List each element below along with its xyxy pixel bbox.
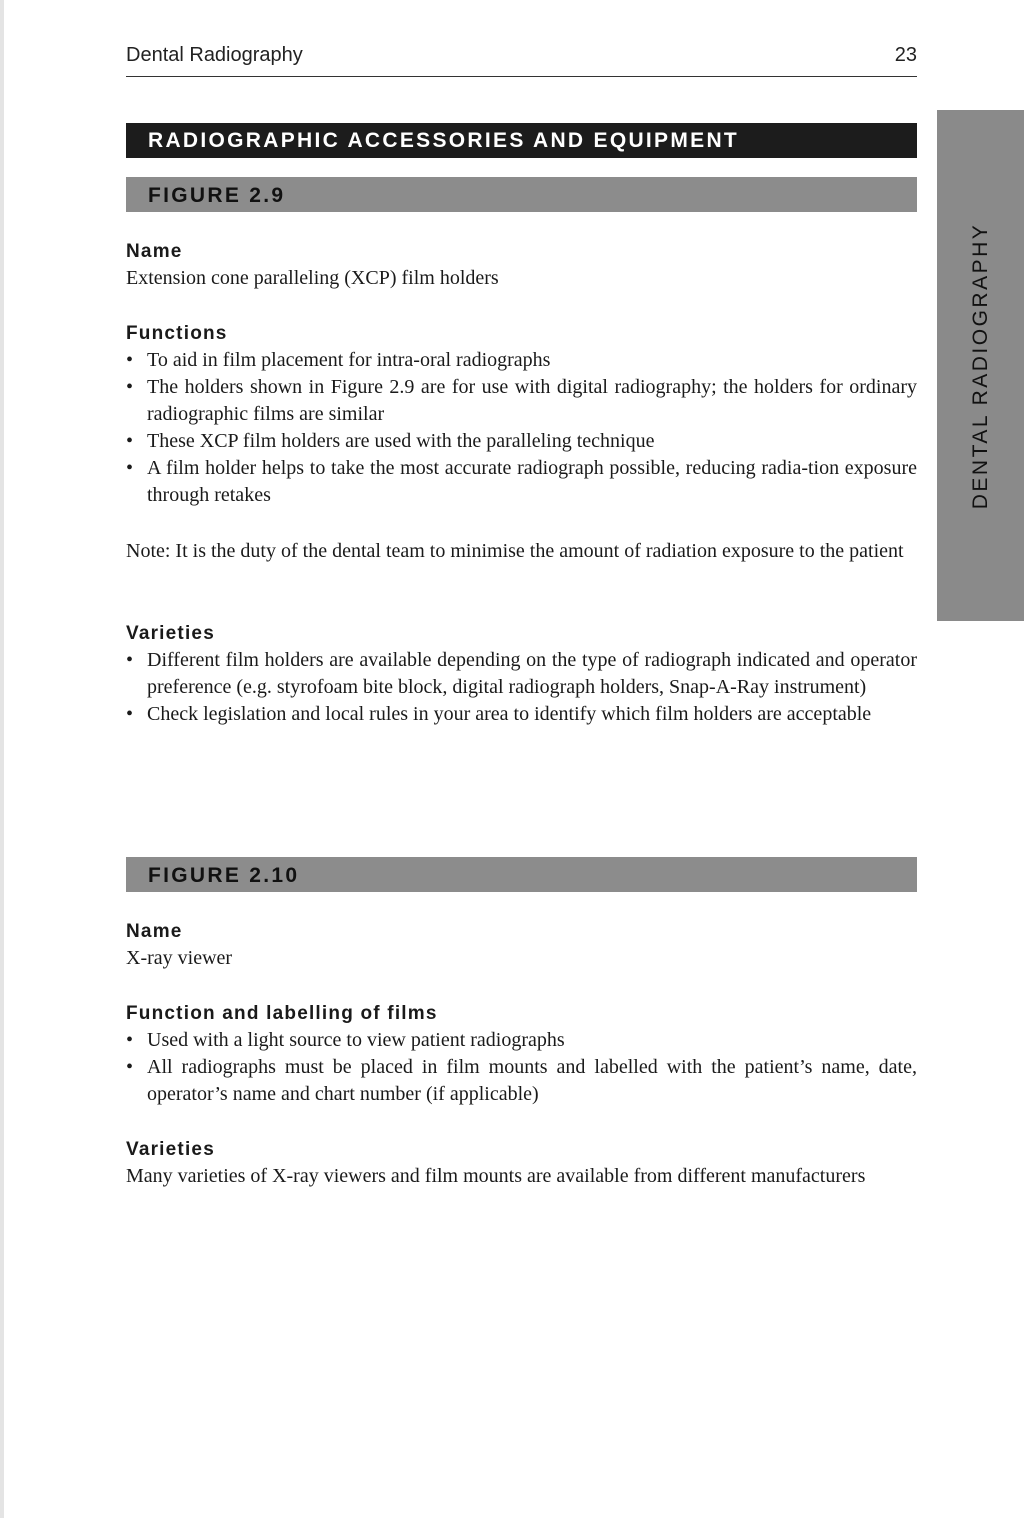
varieties-text: Many varieties of X-ray viewers and film mounts are available from different manufacturers [126, 1165, 866, 1187]
radiation-note: Note: It is the duty of the dental team to minimise the amount of radiation exposure to the patient [126, 540, 904, 562]
list-item: • Used with a light source to view patient radiographs [126, 1027, 917, 1054]
figure-2-9-functions-section [126, 320, 917, 509]
page-edge [0, 0, 4, 1518]
section-title-bar: RADIOGRAPHIC ACCESSORIES AND EQUIPMENT [126, 123, 917, 158]
name-heading: Name [126, 921, 183, 942]
figure-2-10-varieties-section [126, 1136, 917, 1190]
function-heading: Function and labelling of films [126, 1003, 438, 1024]
name-text: X-ray viewer [126, 947, 233, 969]
running-header-title: Dental Radiography [126, 44, 303, 66]
figure-2-9-varieties-section [126, 620, 917, 728]
figure-2-10-name-section [126, 918, 917, 972]
functions-list [126, 347, 917, 509]
list-item: • Different film holders are available depending on the type of radiograph indicated and operator preference (e.g. styrofoam bite block, digital radiograph holders, Snap-A-Ray instrument) [126, 647, 917, 701]
varieties-heading: Varieties [126, 623, 215, 644]
list-item: • To aid in film placement for intra-oral radiographs [126, 347, 917, 374]
list-item: • Check legislation and local rules in your area to identify which film holders are acceptable [126, 701, 917, 728]
figure-2-10-function-section [126, 1000, 917, 1108]
functions-heading: Functions [126, 323, 228, 344]
list-item: • All radiographs must be placed in film mounts and labelled with the patient’s name, date, operator’s name and chart number (if applicable) [126, 1054, 917, 1108]
name-heading: Name [126, 241, 183, 262]
varieties-heading: Varieties [126, 1139, 215, 1160]
header-rule [126, 76, 917, 77]
page-number: 23 [894, 44, 917, 66]
chapter-side-tab-label: DENTAL RADIOGRAPHY [968, 222, 992, 509]
name-text: Extension cone paralleling (XCP) film holders [126, 267, 499, 289]
figure-2-9-bar: FIGURE 2.9 [126, 177, 917, 212]
list-item: • A film holder helps to take the most accurate radiograph possible, reducing radia-tion exposure through retakes [126, 455, 917, 509]
chapter-side-tab [937, 110, 1024, 621]
figure-2-10-bar: FIGURE 2.10 [126, 857, 917, 892]
list-item: • These XCP film holders are used with the paralleling technique [126, 428, 917, 455]
function-list [126, 1027, 917, 1108]
list-item: • The holders shown in Figure 2.9 are for use with digital radiography; the holders for ordinary radiographic films are similar [126, 374, 917, 428]
figure-2-9-name-section [126, 238, 917, 292]
varieties-list [126, 647, 917, 728]
